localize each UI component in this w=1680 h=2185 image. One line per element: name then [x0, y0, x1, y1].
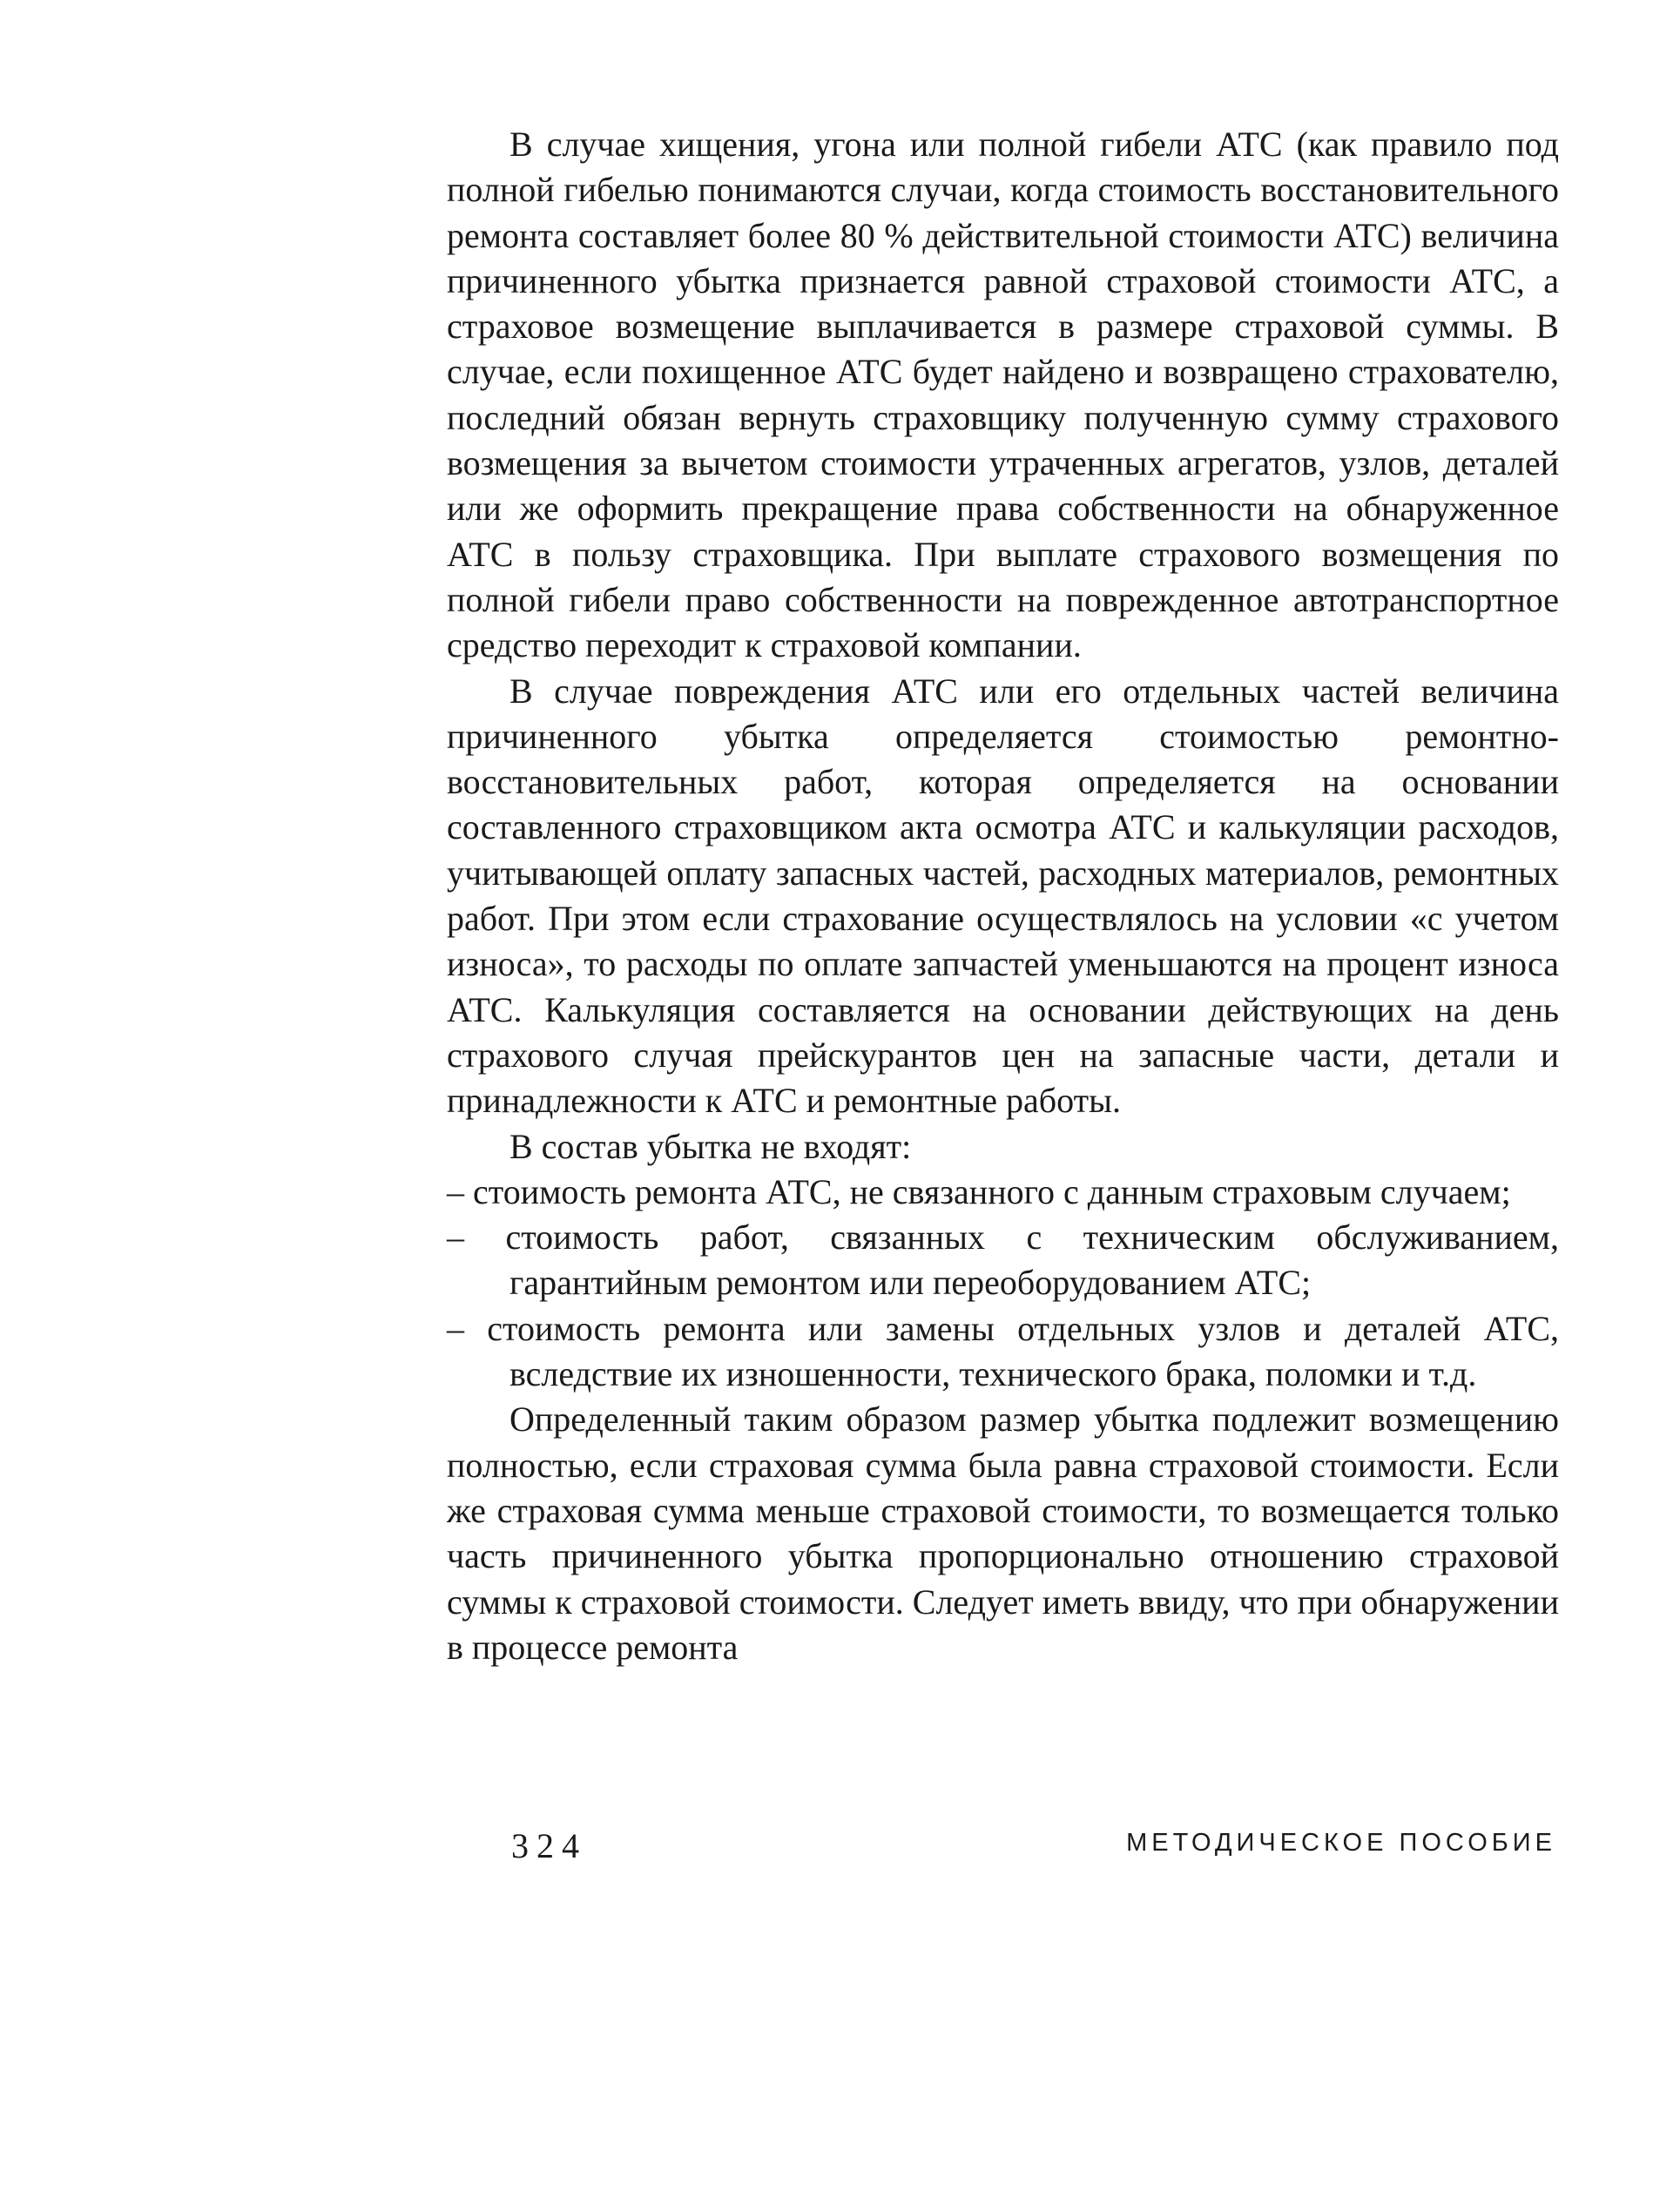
- page-number: 324: [511, 1826, 587, 1865]
- running-title: МЕТОДИЧЕСКОЕ ПОСОБИЕ: [1126, 1829, 1556, 1857]
- exclusions-list: [447, 1170, 1559, 1397]
- list-item: – стоимость работ, связанных с техническим обслуживанием, гарантийным ремонтом или переоборудованием АТС;: [447, 1217, 1559, 1303]
- paragraph-theft-total-loss: В случае хищения, угона или полной гибели АТС (как правило под полной гибелью понимаются случаи, когда стоимость восстановительного ремонта составляет более 80 % действительной стоимости АТС) величина причиненного убытка признается равной страховой стоимости АТС, а страховое возмещение выплачивается в размере страховой суммы. В случае, если похищенное АТС будет найдено и возвращено страхователю, последний обязан вернуть страховщику полученную сумму страхового возмещения за вычетом стоимости утраченных агрегатов, узлов, деталей или же оформить прекращение права собственности на обнаруженное АТС в пользу страховщика. При выплате страхового возмещения по полной гибели право собственности на поврежденное автотранспортное средство переходит к страховой компании.: [447, 125, 1559, 665]
- page-body: [447, 122, 1559, 1670]
- list-item: – стоимость ремонта или замены отдельных узлов и деталей АТС, вследствие их изношенности, технического брака, поломки и т.д.: [447, 1308, 1559, 1394]
- paragraph-compensation: Определенный таким образом размер убытка подлежит возмещению полностью, если страховая сумма была равна страховой стоимости. Если же страховая сумма меньше страховой стоимости, то возмещается только часть причиненного убытка пропорционально отношению страховой суммы к страховой стоимости. Следует иметь ввиду, что при обнаружении в процессе ремонта: [447, 1399, 1559, 1667]
- list-item: – стоимость ремонта АТС, не связанного с данным страховым случаем;: [447, 1171, 1511, 1211]
- paragraph-damage-repair: В случае повреждения АТС или его отдельных частей величина причиненного убытка определяется стоимостью ремонтно-восстановительных работ, которая определяется на основании составленного страховщиком акта осмотра АТС и калькуляции расходов, учитывающей оплату запасных частей, расходных материалов, ремонтных работ. При этом если страхование осуществлялось на условии «с учетом износа», то расходы по оплате запчастей уменьшаются на процент износа АТС. Калькуляция составляется на основании действующих на день страхового случая прейскурантов цен на запасные части, детали и принадлежности к АТС и ремонтные работы.: [447, 671, 1559, 1121]
- paragraph-list-intro: В состав убытка не входят:: [509, 1126, 912, 1166]
